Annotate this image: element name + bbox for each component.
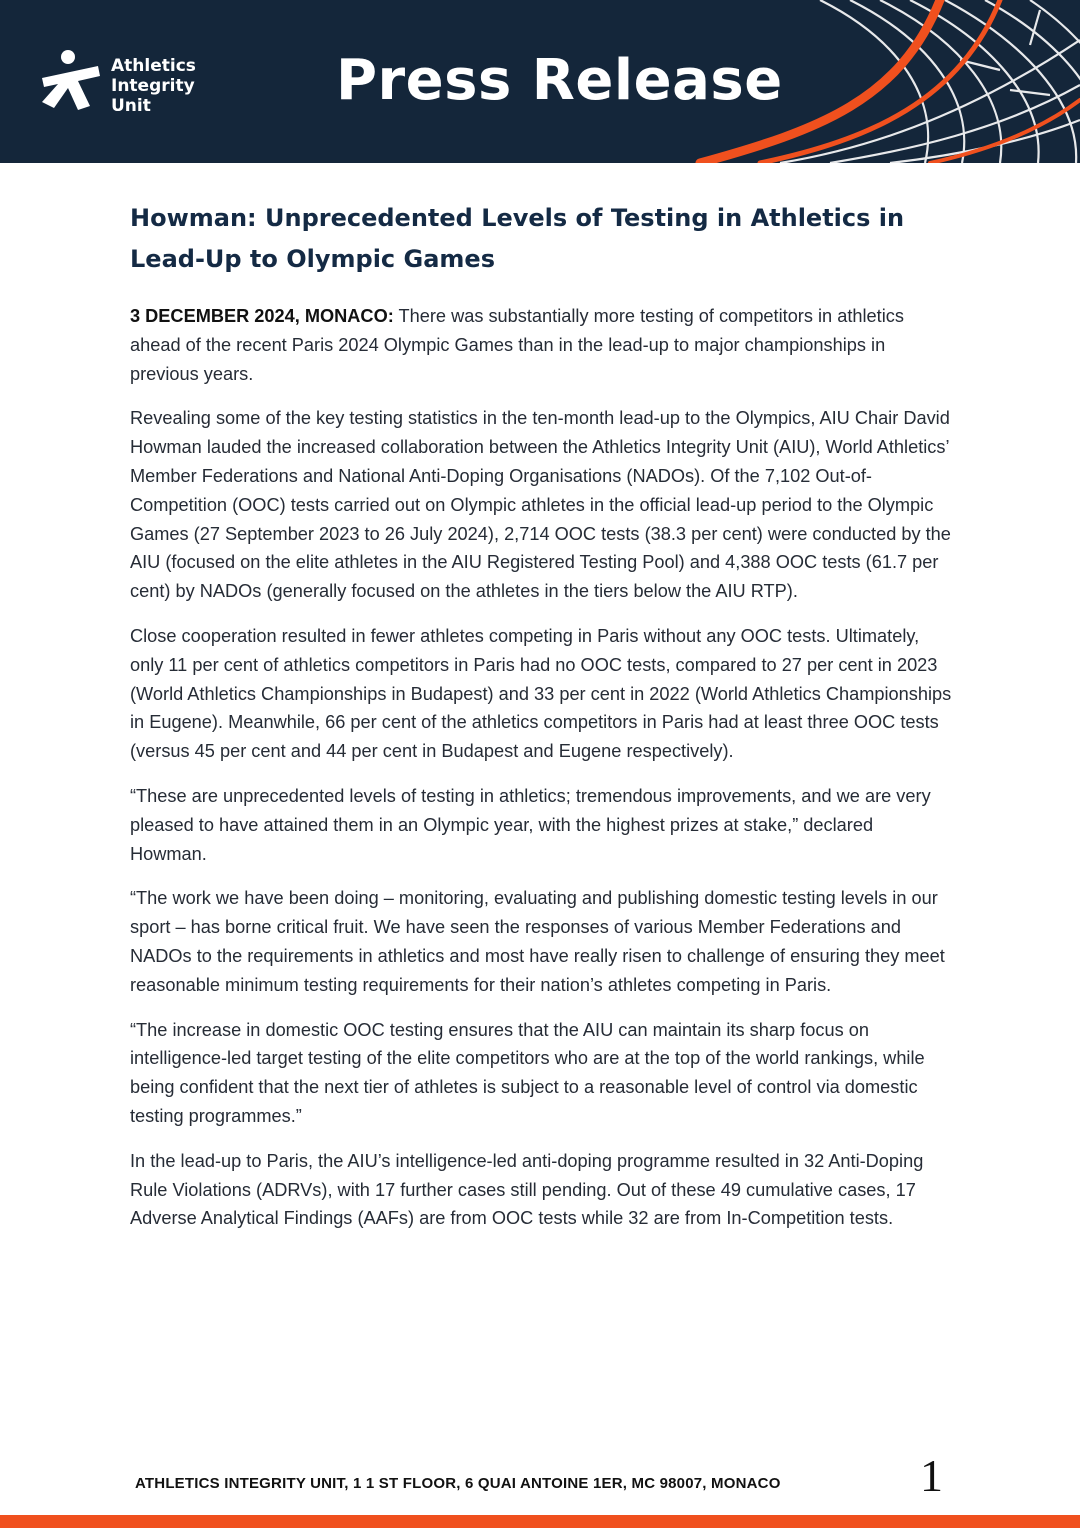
logo-line: Athletics [111, 56, 196, 76]
aiu-logo-wordmark [111, 56, 196, 116]
footer-accent-bar [0, 1515, 1080, 1528]
footer-address: ATHLETICS INTEGRITY UNIT, 1 1 ST FLOOR, 6 QUAI ANTOINE 1ER, MC 98007, MONACO [135, 1475, 781, 1492]
article-paragraph: Revealing some of the key testing statistics in the ten-month lead-up to the Olympics, AIU Chair David Howman lauded the increased collaboration between the Athletics Integrity Unit (AIU), World Athletics’ Member Federations and National Anti-Doping Organisations (NADOs). Of the 7,102 Out-of-Competition (OOC) tests carried out on Olympic athletes in the official lead-up period to the Olympic Games (27 September 2023 to 26 July 2024), 2,714 OOC tests (38.3 per cent) were conducted by the AIU (focused on the elite athletes in the AIU Registered Testing Pool) and 4,388 OOC tests (61.7 per cent) by NADOs (generally focused on the athletes in the tiers below the AIU RTP). [130, 408, 951, 602]
aiu-runner-logo-icon [38, 48, 108, 114]
dateline: 3 DECEMBER 2024, MONACO: [130, 306, 394, 326]
logo-line: Integrity [111, 76, 195, 96]
article-headline: Howman: Unprecedented Levels of Testing in Athletics in Lead-Up to Olympic Games [130, 204, 905, 273]
press-release-title: Press Release [336, 48, 783, 113]
page-number: 1 [920, 1450, 943, 1501]
article-paragraph: “These are unprecedented levels of testing in athletics; tremendous improvements, and we are very pleased to have attained them in an Olympic year, with the highest prizes at stake,” declared Howman. [130, 785, 931, 864]
logo-line: Unit [111, 96, 151, 116]
paragraph-text: There was substantially more testing of competitors in athletics ahead of the recent Paris 2024 Olympic Games than in the lead-up to major championships in previous years. [130, 306, 904, 384]
press-release-header [0, 0, 1080, 163]
article-paragraph: “The work we have been doing – monitoring, evaluating and publishing domestic testing levels in our sport – has borne critical fruit. We have seen the responses of various Member Federations and NADOs to the requirements in athletics and most have really risen to challenge of ensuring they meet reasonable minimum testing requirements for their nation’s athletes competing in Paris. [130, 888, 945, 995]
article-body [130, 198, 952, 1249]
article-paragraph: “The increase in domestic OOC testing ensures that the AIU can maintain its sharp focus on intelligence-led target testing of the elite competitors who are at the top of the world rankings, while being confident that the next tier of athletes is subject to a reasonable level of control via domestic testing programmes.” [130, 1019, 925, 1126]
article-paragraph: Close cooperation resulted in fewer athletes competing in Paris without any OOC tests. Ultimately, only 11 per cent of athletics competitors in Paris had no OOC tests, compared to 27 per cent in 2023 (World Athletics Championships in Budapest) and 33 per cent in 2022 (World Athletics Championships in Eugene). Meanwhile, 66 per cent of the athletics competitors in Paris had at least three OOC tests (versus 45 per cent and 44 per cent in Budapest and Eugene respectively). [130, 625, 952, 762]
article-paragraph [130, 302, 952, 388]
article-paragraph: In the lead-up to Paris, the AIU’s intelligence-led anti-doping programme resulted in 32 Anti-Doping Rule Violations (ADRVs), with 17 further cases still pending. Out of these 49 cumulative cases, 17 Adverse Analytical Findings (AAFs) are from OOC tests while 32 are from In-Competition tests. [130, 1150, 924, 1229]
